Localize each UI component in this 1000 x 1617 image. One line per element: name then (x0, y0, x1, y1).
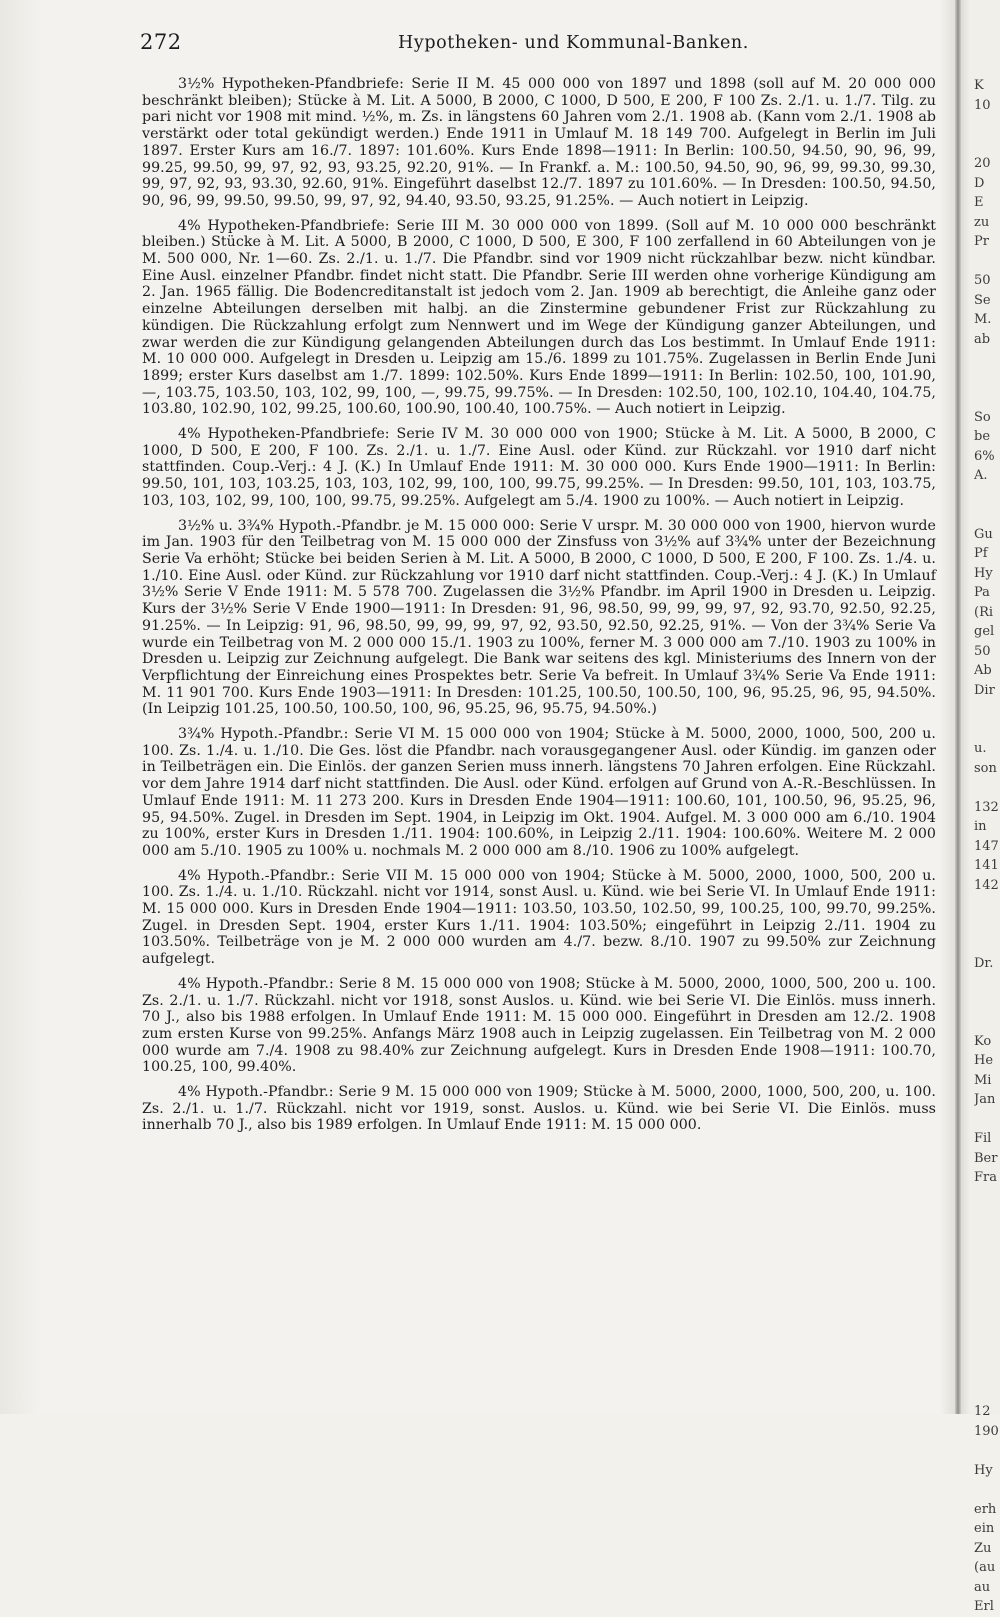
adjacent-page-fragment: ab (974, 331, 991, 347)
adjacent-page-fragment: (au (974, 1560, 996, 1575)
adjacent-page-fragment: 6% (974, 448, 995, 464)
adjacent-page-fragment: He (974, 1053, 994, 1068)
adjacent-page-fragment (974, 1227, 1000, 1247)
adjacent-page-fragment: Ber (974, 1150, 998, 1166)
adjacent-page-fragment (974, 252, 1000, 272)
adjacent-page-fragment: A. (974, 468, 988, 483)
adjacent-page-fragment: gel (974, 624, 995, 639)
adjacent-page-fragment (974, 1383, 1000, 1403)
adjacent-page-fragment: son (974, 760, 997, 776)
adjacent-page-fragment (974, 486, 1000, 506)
adjacent-page-fragment: in (974, 819, 987, 834)
adjacent-page-fragment (974, 115, 1000, 135)
paragraph-serie-iii: 4% Hypotheken-Pfandbriefe: Serie III M. 30 000 000 von 1899. (Soll auf M. 10 000 000 beschränkt bleiben.) Stücke à M. Lit. A 5000, B 2000, C 1000, D 500, E 300, F 100 zerfallend in 60 Abteilungen von je M. 500 000, Nr. 1—60. Zs. 2./1. u. 1./7. Die Pfandbr. sind vor 1909 nicht rückzahlbar bezw. nicht kündbar. Eine Ausl. einzelner Pfandbr. findet nicht statt. Die Pfandbr. Serie III werden ohne vorherige Kündigung am 2. Jan. 1965 fällig. Die Bodencreditanstalt ist jedoch vom 2. Jan. 1909 ab berechtigt, die Anleihe ganz oder einzelne Abteilungen derselben mit halbj. an die Zinstermine gebundener Frist zur Rückzahlung zu kündigen. Die Rückzahlung erfolgt zum Nennwert und im Wege der Kündigung ganzer Abteilungen, und zwar werden die zur Kündigung gelangenden Abteilungen durch das Los bestimmt. In Umlauf Ende 1911: M. 10 000 000. Aufgelegt in Dresden u. Leipzig am 15./6. 1899 zu 101.75%. Zugelassen in Berlin Ende Juni 1899; erster Kurs daselbst am 1./7. 1899: 102.50%. Kurs Ende 1899—1911: In Berlin: 102.50, 100, 101.90, —, 103.75, 103.50, 103, 102, 99, 100, —, 99.75, 99.75%. — In Dresden: 102.50, 100, 102.10, 104.40, 104.75, 103.80, 102.90, 102, 99.25, 100.60, 100.90, 100.40, 100.75%. — Auch notiert in Leipzig. (142, 217, 936, 418)
adjacent-page-fragment: Se (974, 292, 991, 308)
adjacent-page-fragment (974, 1188, 1000, 1208)
adjacent-page-fragment: au (974, 1579, 991, 1595)
adjacent-page-fragment (974, 934, 1000, 954)
adjacent-page-fragment (974, 369, 1000, 389)
adjacent-page-fragment: u. (974, 741, 987, 756)
paragraph-serie-vi: 3¾% Hypoth.-Pfandbr.: Serie VI M. 15 000 000 von 1904; Stücke à M. 5000, 2000, 1000, 500, 200 u. 100. Zs. 1./4. u. 1./10. Die Ges. löst die Pfandbr. nach vorausgegangener Ausl. oder Kündig. im ganzen oder in Teilbeträgen ein. Die Einlös. der ganzen Serien muss innerh. längstens 70 Jahren erfolgen. Eine Rückzahl. vor dem Jahre 1914 darf nicht stattfinden. Die Ausl. oder Künd. erfolgen auf Grund von A.-R.-Beschlüssen. In Umlauf Ende 1911: M. 11 273 200. Kurs in Dresden Ende 1904—1911: 100.60, 101, 100.50, 96, 95.25, 96, 95, 94.50%. Zugel. in Dresden im Sept. 1904, in Leipzig im Okt. 1904. Aufgel. M. 3 000 000 am 6./10. 1904 zu 100%, erster Kurs in Dresden 1./11. 1904: 100.60%, in Leipzig 2./11. 1904: 100.60%. Weitere M. 2 000 000 am 5./10. 1905 zu 100% u. nochmals M. 2 000 000 am 8./10. 1906 zu 100% aufgelegt. (142, 726, 936, 859)
adjacent-page-fragment (974, 1324, 1000, 1344)
adjacent-page-fragment: So (974, 409, 991, 425)
adjacent-page-fragment: Erl (974, 1599, 994, 1614)
page-number: 272 (140, 30, 182, 54)
adjacent-page-fragment (974, 778, 1000, 798)
adjacent-page-fragment: 132 (974, 799, 999, 815)
adjacent-page-fragment (974, 1110, 1000, 1130)
adjacent-page-fragment (974, 349, 1000, 369)
adjacent-page-fragment: 190 (974, 1423, 999, 1439)
adjacent-page-fragment: Dir (974, 682, 995, 698)
adjacent-page-fragment: Zu (974, 1540, 992, 1556)
adjacent-page-fragments (974, 76, 1000, 1617)
adjacent-page-fragment: zu (974, 214, 990, 230)
adjacent-page-fragment (974, 1012, 1000, 1032)
adjacent-page-fragment: 50 (974, 643, 991, 659)
adjacent-page-fragment: Hy (974, 1462, 993, 1478)
adjacent-page-fragment (974, 1480, 1000, 1500)
adjacent-page-fragment: Fil (974, 1131, 992, 1146)
adjacent-page-fragment: 147 (974, 838, 999, 854)
paragraph-serie-9: 4% Hypoth.-Pfandbr.: Serie 9 M. 15 000 000 von 1909; Stücke à M. 5000, 2000, 1000, 500, 200, u. 100. Zs. 2./1. u. 1./7. Rückzahl. nicht vor 1919, sonst. Auslos. u. Künd. wie bei Serie VI. Die Einlös. muss innerhalb 70 J., also bis 1989 erfolgen. In Umlauf Ende 1911: M. 15 000 000. (142, 1084, 936, 1134)
paragraph-serie-ii: 3½% Hypotheken-Pfandbriefe: Serie II M. 45 000 000 von 1897 und 1898 (soll auf M. 20 000 000 beschränkt bleiben); Stücke à M. Lit. A 5000, B 2000, C 1000, D 500, E 200, F 100 Zs. 2./1. u. 1./7. Tilg. zu pari nicht vor 1908 mit mind. ½%, m. Zs. in längstens 60 Jahren vom 2./1. 1908 ab. (Kann vom 2./1. 1908 ab verstärkt oder total gekündigt werden.) Ende 1911 in Umlauf M. 18 149 700. Aufgelegt in Berlin im Juli 1897. Erster Kurs am 16./7. 1897: 101.60%. Kurs Ende 1898—1911: In Berlin: 100.50, 94.50, 90, 96, 99, 99.25, 99.50, 99, 97, 92, 93, 93.25, 92.20, 91%. — In Frankf. a. M.: 100.50, 94.50, 90, 96, 99, 99.30, 99.30, 99, 97, 92, 93, 93.30, 92.60, 91%. Eingeführt daselbst 12./7. 1897 zu 101.60%. — In Dresden: 100.50, 94.50, 90, 96, 99, 99.50, 99.50, 99, 97, 92, 94.40, 93.50, 93.25, 91.25%. — Auch notiert in Leipzig. (142, 76, 936, 209)
adjacent-page-fragment: 142 (974, 877, 999, 893)
adjacent-page-fragment (974, 505, 1000, 525)
adjacent-page-fragment: erh (974, 1501, 997, 1517)
running-title: Hypotheken- und Kommunal-Banken. (398, 33, 749, 53)
adjacent-page-fragment: E (974, 195, 984, 210)
adjacent-page-fragment: Ko (974, 1033, 992, 1049)
adjacent-page-fragment: D (974, 175, 985, 191)
adjacent-page-fragment: (Ri (974, 604, 994, 620)
adjacent-page-fragment: 20 (974, 156, 991, 171)
adjacent-page-fragment: ein (974, 1521, 995, 1536)
adjacent-page-fragment: Pf (974, 546, 988, 561)
adjacent-page-fragment (974, 1363, 1000, 1383)
adjacent-page-fragment: Jan (974, 1092, 996, 1107)
adjacent-page-fragment (974, 1285, 1000, 1305)
adjacent-page-fragment: Gu (974, 526, 993, 542)
adjacent-page-fragment: 12 (974, 1404, 991, 1419)
adjacent-page-fragment (974, 915, 1000, 935)
adjacent-page-fragment: 50 (974, 273, 991, 288)
adjacent-page-fragment (974, 973, 1000, 993)
adjacent-page-fragment (974, 895, 1000, 915)
body-text (142, 76, 936, 1142)
adjacent-page-fragment (974, 1441, 1000, 1461)
adjacent-page-fragment (974, 1305, 1000, 1325)
paragraph-serie-8: 4% Hypoth.-Pfandbr.: Serie 8 M. 15 000 000 von 1908; Stücke à M. 5000, 2000, 1000, 500, 200 u. 100. Zs. 2./1. u. 1./7. Rückzahl. nicht vor 1918, sonst Auslos. u. Künd. wie bei Serie VI. Die Einlös. muss innerh. 70 J., also bis 1988 erfolgen. In Umlauf Ende 1911: M. 15 000 000. Eingeführt in Dresden am 12./2. 1908 zum ersten Kurse von 99.25%. Anfangs März 1908 auch in Leipzig zugelassen. Ein Teilbetrag von M. 2 000 000 wurde am 7./4. 1908 zu 98.40% zur Zeichnung aufgelegt. Kurs in Dresden Ende 1908—1911: 100.70, 100.25, 100, 99.40%. (142, 975, 936, 1076)
adjacent-page-fragment (974, 1246, 1000, 1266)
adjacent-page-fragment (974, 388, 1000, 408)
adjacent-page-fragment: Mi (974, 1072, 992, 1088)
adjacent-page-fragment: Pr (974, 234, 989, 249)
adjacent-page-fragment: Fra (974, 1170, 997, 1185)
paragraph-serie-iv: 4% Hypotheken-Pfandbriefe: Serie IV M. 30 000 000 von 1900; Stücke à M. Lit. A 5000, B 2000, C 1000, D 500, E 200, F 100. Zs. 2./1. u. 1./7. Eine Ausl. oder Künd. zur Rückzahl. vor 1910 darf nicht stattfinden. Coup.-Verj.: 4 J. (K.) In Umlauf Ende 1911: M. 30 000 000. Kurs Ende 1900—1911: In Berlin: 99.50, 101, 103, 103.25, 103, 103, 102, 99, 100, 100, 99.75, 99.25%. — In Dresden: 99.50, 101, 103, 103.75, 103, 103, 102, 99, 100, 100, 99.75, 99.25%. Aufgelegt am 5./4. 1900 zu 100%. — Auch notiert in Leipzig. (142, 426, 936, 509)
book-gutter (955, 0, 961, 1414)
page-header (140, 30, 940, 58)
adjacent-page-fragment: Hy (974, 565, 993, 581)
adjacent-page-fragment: 10 (974, 97, 991, 113)
adjacent-page-fragment (974, 993, 1000, 1013)
adjacent-page-fragment: Dr. (974, 955, 994, 971)
adjacent-page-fragment (974, 720, 1000, 740)
adjacent-page-fragment: K (974, 78, 984, 93)
adjacent-page-fragment: Pa (974, 585, 990, 600)
adjacent-page-fragment: be (974, 429, 991, 444)
adjacent-page-fragment (974, 1266, 1000, 1286)
adjacent-page-fragment: Ab (974, 663, 992, 678)
paragraph-serie-v: 3½% u. 3¾% Hypoth.-Pfandbr. je M. 15 000 000: Serie V urspr. M. 30 000 000 von 1900, hiervon wurde im Jan. 1903 für den Teilbetrag von M. 15 000 000 der Zinsfuss von 3½% auf 3¾% unter der Bezeichnung Serie Va erhöht; Stücke bei beiden Serien à M. Lit. A 5000, B 2000, C 1000, D 500, E 200, F 100. Zs. 1./4. u. 1./10. Eine Ausl. oder Künd. zur Rückzahlung vor 1910 darf nicht stattfinden. Coup.-Verj.: 4 J. (K.) In Umlauf 3½% Serie V Ende 1911: M. 5 578 700. Zugelassen die 3½% Pfandbr. im April 1900 in Dresden u. Leipzig. Kurs der 3½% Serie V Ende 1900—1911: In Dresden: 91, 96, 98.50, 99, 99, 99, 97, 92, 93.70, 92.50, 92.25, 91.25%. — In Leipzig: 91, 96, 98.50, 99, 99, 99, 97, 92, 93.50, 92.50, 92.25, 91%. — Von der 3¾% Serie Va wurde ein Teilbetrag von M. 2 000 000 15./1. 1903 zu 100%, ferner M. 3 000 000 am 7./10. 1903 zu 100% in Dresden u. Leipzig zur Zeichnung aufgelegt. Die Bank war seitens des kgl. Ministeriums des Innern von der Verpflichtung der Einreichung eines Prospektes betr. Serie Va befreit. In Umlauf 3¾% Serie Va Ende 1911: M. 11 901 700. Kurs Ende 1903—1911: In Dresden: 101.25, 100.50, 100.50, 100, 96, 95.25, 96, 95, 94.50%. (In Leipzig 101.25, 100.50, 100.50, 100, 96, 95.25, 96, 95.75, 94.50%.) (142, 517, 936, 718)
adjacent-page-fragment: 141 (974, 858, 999, 873)
adjacent-page-fragment (974, 1207, 1000, 1227)
adjacent-page-fragment: M. (974, 312, 992, 327)
adjacent-page-fragment (974, 1344, 1000, 1364)
adjacent-page-fragment (974, 700, 1000, 720)
adjacent-page-fragment (974, 135, 1000, 155)
paragraph-serie-vii: 4% Hypoth.-Pfandbr.: Serie VII M. 15 000 000 von 1904; Stücke à M. 5000, 2000, 1000, 500, 200 u. 100. Zs. 1./4. u. 1./10. Rückzahl. nicht vor 1914, sonst Ausl. u. Künd. wie bei Serie VI. In Umlauf Ende 1911: M. 15 000 000. Kurs in Dresden Ende 1904—1911: 103.50, 103.50, 102.50, 99, 100.25, 100, 99.70, 99.25%. Zugel. in Dresden Sept. 1904, erster Kurs 1./11. 1904: 103.50%; eingeführt in Leipzig 2./11. 1904 zu 103.50%. Teilbeträge von je M. 2 000 000 wurden am 4./7. bezw. 8./10. 1907 zu 99.50% zur Zeichnung aufgelegt. (142, 867, 936, 968)
